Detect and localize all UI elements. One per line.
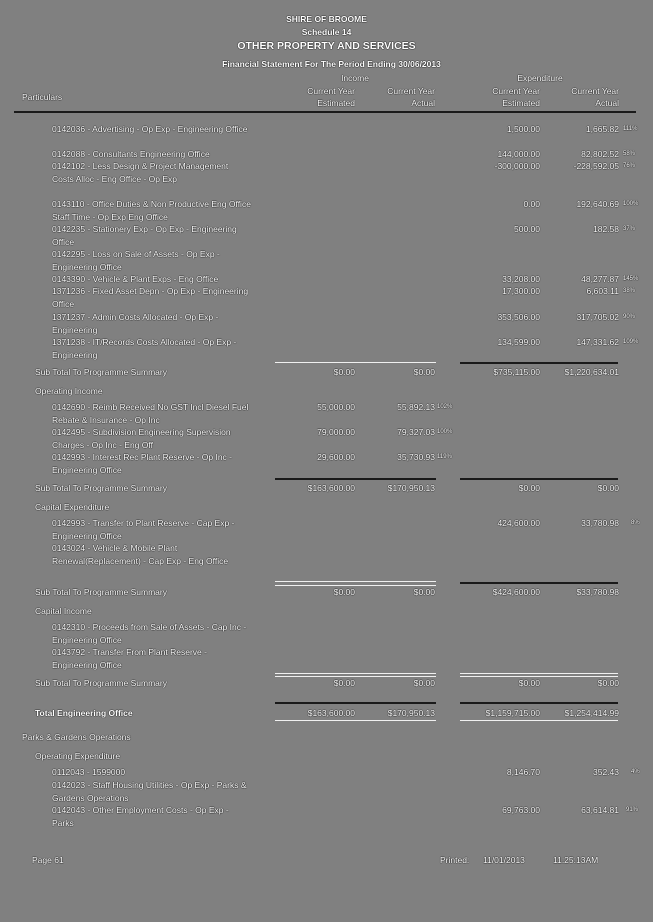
- line-item-desc: 0112043 - 1599000: [52, 767, 126, 777]
- page-number: Page 61: [32, 855, 64, 865]
- expenditure-estimated-header-l1: Current Year: [492, 86, 540, 96]
- subtotal-exp-act: $0.00: [597, 483, 619, 493]
- exp-estimated: 134,599.00: [497, 337, 540, 347]
- exp-estimated: -300,000.00: [494, 161, 540, 171]
- line-item-desc: 1371236 - Fixed Asset Depn - Op Exp - Engineering Office: [52, 286, 249, 309]
- line-item-desc: 0143024 - Vehicle & Mobile Plant Renewal(Replacement) - Cap Exp - Eng Office: [52, 543, 229, 566]
- income-actual-header-l2: Actual: [411, 98, 435, 108]
- total-exp-act: $1,254,414.99: [564, 708, 619, 718]
- subtotal-exp-act: $1,220,634.01: [564, 367, 619, 377]
- inc-estimated: 79,000.00: [317, 427, 355, 437]
- exp-pct: 4%: [631, 769, 640, 775]
- total-inc-act: $170,950.13: [387, 708, 435, 718]
- total-exp-est: $1,159,715.00: [485, 708, 540, 718]
- inc-actual: 35,730.93: [397, 452, 435, 462]
- exp-estimated: 69,763.00: [502, 805, 540, 815]
- line-item-desc: 0143792 - Transfer From Plant Reserve - Engineering Office: [52, 647, 207, 670]
- line-item-desc: 0142102 - Less Design & Project Management Costs Alloc - Eng Office - Op Exp: [52, 161, 229, 184]
- subtotal-rule: [275, 478, 436, 480]
- subtotal-exp-est: $735,115.00: [493, 367, 540, 377]
- exp-pct: 91%: [626, 807, 639, 813]
- exp-estimated: 8,146.70: [506, 767, 540, 777]
- exp-pct: 8%: [631, 520, 640, 526]
- exp-estimated: 17,300.00: [502, 286, 540, 296]
- report-subtitle: Financial Statement For The Period Ending 30/06/2013: [222, 59, 441, 69]
- printed-date: 11/01/2013: [483, 855, 525, 865]
- line-item-desc: 0142043 - Other Employment Costs - Op Exp - Parks: [52, 805, 229, 828]
- subtotal-rule: [275, 673, 436, 674]
- subtotal-inc-act: $170,950.13: [387, 483, 435, 493]
- line-item-desc: 0142993 - Transfer to Plant Reserve - Cap Exp - Engineering Office: [52, 518, 235, 541]
- income-actual-header-l1: Current Year: [387, 86, 435, 96]
- schedule-label: Schedule 14: [301, 27, 352, 37]
- section-heading-operating-expenditure: Operating Expenditure: [35, 751, 121, 761]
- subtotal-inc-act: $0.00: [413, 367, 435, 377]
- inc-pct: 102%: [437, 404, 453, 410]
- expenditure-actual-header-l2: Actual: [595, 98, 619, 108]
- exp-pct: 111%: [623, 126, 638, 132]
- subtotal-exp-est: $0.00: [518, 483, 540, 493]
- exp-actual: 1,665.82: [585, 124, 619, 134]
- exp-actual: 317,705.02: [576, 312, 619, 322]
- subtotal-exp-act: $33,780.98: [576, 587, 619, 597]
- exp-actual: 48,277.87: [581, 274, 619, 284]
- printed-label: Printed:: [440, 855, 470, 865]
- exp-pct: 109%: [623, 339, 639, 345]
- line-item-desc: 0142310 - Proceeds from Sale of Assets - Cap Inc - Engineering Office: [52, 622, 247, 645]
- total-inc-est: $163,600.00: [307, 708, 355, 718]
- exp-actual: 192,640.69: [576, 199, 619, 209]
- subtotal-label: Sub Total To Programme Summary: [35, 367, 167, 377]
- inc-actual: 79,327.03: [397, 427, 435, 437]
- line-item-desc: 0143110 - Office Duties & Non Productive Eng Office Staff Time - Op Exp Eng Office: [52, 199, 251, 222]
- exp-estimated: 1,500.00: [506, 124, 540, 134]
- exp-estimated: 33,208.00: [502, 274, 540, 284]
- total-rule: [275, 702, 436, 704]
- income-header: Income: [341, 73, 369, 83]
- total-rule: [460, 702, 618, 704]
- subtotal-inc-act: $0.00: [413, 678, 435, 688]
- inc-pct: 119%: [437, 454, 452, 460]
- exp-pct: 76%: [623, 163, 636, 169]
- exp-actual: 6,603.11: [586, 286, 619, 296]
- line-item-desc: 0143390 - Vehicle & Plant Exps - Eng Office: [52, 274, 219, 284]
- section-heading-operating-income: Operating Income: [35, 386, 103, 396]
- subtotal-rule: [460, 362, 618, 364]
- exp-pct: 38%: [623, 288, 636, 294]
- subtotal-exp-act: $0.00: [597, 678, 619, 688]
- report-title: OTHER PROPERTY AND SERVICES: [237, 40, 416, 52]
- subtotal-inc-est: $0.00: [333, 367, 355, 377]
- exp-estimated: 144,000.00: [497, 149, 540, 159]
- subtotal-rule: [275, 362, 436, 363]
- total-rule: [275, 720, 436, 721]
- expenditure-header: Expenditure: [517, 73, 563, 83]
- header-divider: [14, 111, 636, 113]
- exp-estimated: 353,506.00: [497, 312, 540, 322]
- line-item-desc: 0142235 - Stationery Exp - Op Exp - Engineering Office: [52, 224, 237, 247]
- exp-pct: 58%: [623, 151, 636, 157]
- subtotal-label: Sub Total To Programme Summary: [35, 483, 167, 493]
- subtotal-label: Sub Total To Programme Summary: [35, 678, 167, 688]
- subtotal-rule: [460, 582, 618, 584]
- inc-actual: 55,892.13: [397, 402, 435, 412]
- subtotal-inc-est: $163,600.00: [307, 483, 355, 493]
- inc-estimated: 29,600.00: [317, 452, 355, 462]
- exp-pct: 145%: [623, 276, 639, 282]
- exp-actual: 182.58: [593, 224, 619, 234]
- section-heading-capital-expenditure: Capital Expenditure: [35, 502, 110, 512]
- exp-pct: 100%: [623, 201, 639, 207]
- printed-time: 11:25:13AM: [553, 855, 599, 865]
- exp-actual: 63,614.81: [581, 805, 619, 815]
- subtotal-inc-est: $0.00: [333, 678, 355, 688]
- income-estimated-header-l2: Estimated: [317, 98, 355, 108]
- line-item-desc: 0142993 - Interest Rec Plant Reserve - Op Inc - Engineering Office: [52, 452, 233, 475]
- line-item-desc: 0142023 - Staff Housing Utilities - Op Exp - Parks & Gardens Operations: [52, 780, 247, 803]
- subtotal-label: Sub Total To Programme Summary: [35, 587, 167, 597]
- exp-actual: 352.43: [593, 767, 619, 777]
- exp-pct: 37%: [623, 226, 636, 232]
- inc-pct: 100%: [437, 429, 453, 435]
- exp-actual: 33,780.98: [581, 518, 619, 528]
- exp-actual: 82,802.52: [581, 149, 619, 159]
- inc-estimated: 55,000.00: [317, 402, 355, 412]
- line-item-desc: 0142295 - Loss on Sale of Assets - Op Exp - Engineering Office: [52, 249, 220, 272]
- line-item-desc: 0142495 - Subdivision Engineering Supervision Charges - Op Inc - Eng Off: [52, 427, 231, 450]
- subtotal-rule: [275, 581, 436, 582]
- exp-pct: 90%: [623, 314, 636, 320]
- section-heading-parks: Parks & Gardens Operations: [22, 732, 131, 742]
- expenditure-actual-header-l1: Current Year: [571, 86, 619, 96]
- subtotal-inc-act: $0.00: [413, 587, 435, 597]
- subtotal-inc-est: $0.00: [333, 587, 355, 597]
- line-item-desc: 0142088 - Consultants Engineering Office: [52, 149, 210, 159]
- total-label: Total Engineering Office: [35, 708, 133, 718]
- line-item-desc: 0142036 - Advertising - Op Exp - Engineering Office: [52, 124, 248, 134]
- total-rule: [460, 720, 618, 721]
- exp-actual: 147,331.62: [576, 337, 619, 347]
- exp-estimated: 424,600.00: [497, 518, 540, 528]
- particulars-header: Particulars: [22, 92, 63, 102]
- income-estimated-header-l1: Current Year: [307, 86, 355, 96]
- line-item-desc: 1371238 - IT/Records Costs Allocated - Op Exp - Engineering: [52, 337, 237, 360]
- exp-estimated: 0.00: [523, 199, 540, 209]
- line-item-desc: 1371237 - Admin Costs Allocated - Op Exp - Engineering: [52, 312, 219, 335]
- subtotal-rule: [460, 673, 618, 674]
- line-item-desc: 0142690 - Reimb Received No GST Incl Diesel Fuel Rebate & Insurance - Op Inc: [52, 402, 249, 425]
- subtotal-exp-est: $0.00: [518, 678, 540, 688]
- exp-actual: -228,592.05: [573, 161, 619, 171]
- org-name: SHIRE OF BROOME: [286, 14, 367, 24]
- subtotal-exp-est: $424,600.00: [492, 587, 540, 597]
- section-heading-capital-income: Capital Income: [35, 606, 92, 616]
- subtotal-rule: [460, 478, 618, 480]
- exp-estimated: 500.00: [514, 224, 540, 234]
- expenditure-estimated-header-l2: Estimated: [502, 98, 540, 108]
